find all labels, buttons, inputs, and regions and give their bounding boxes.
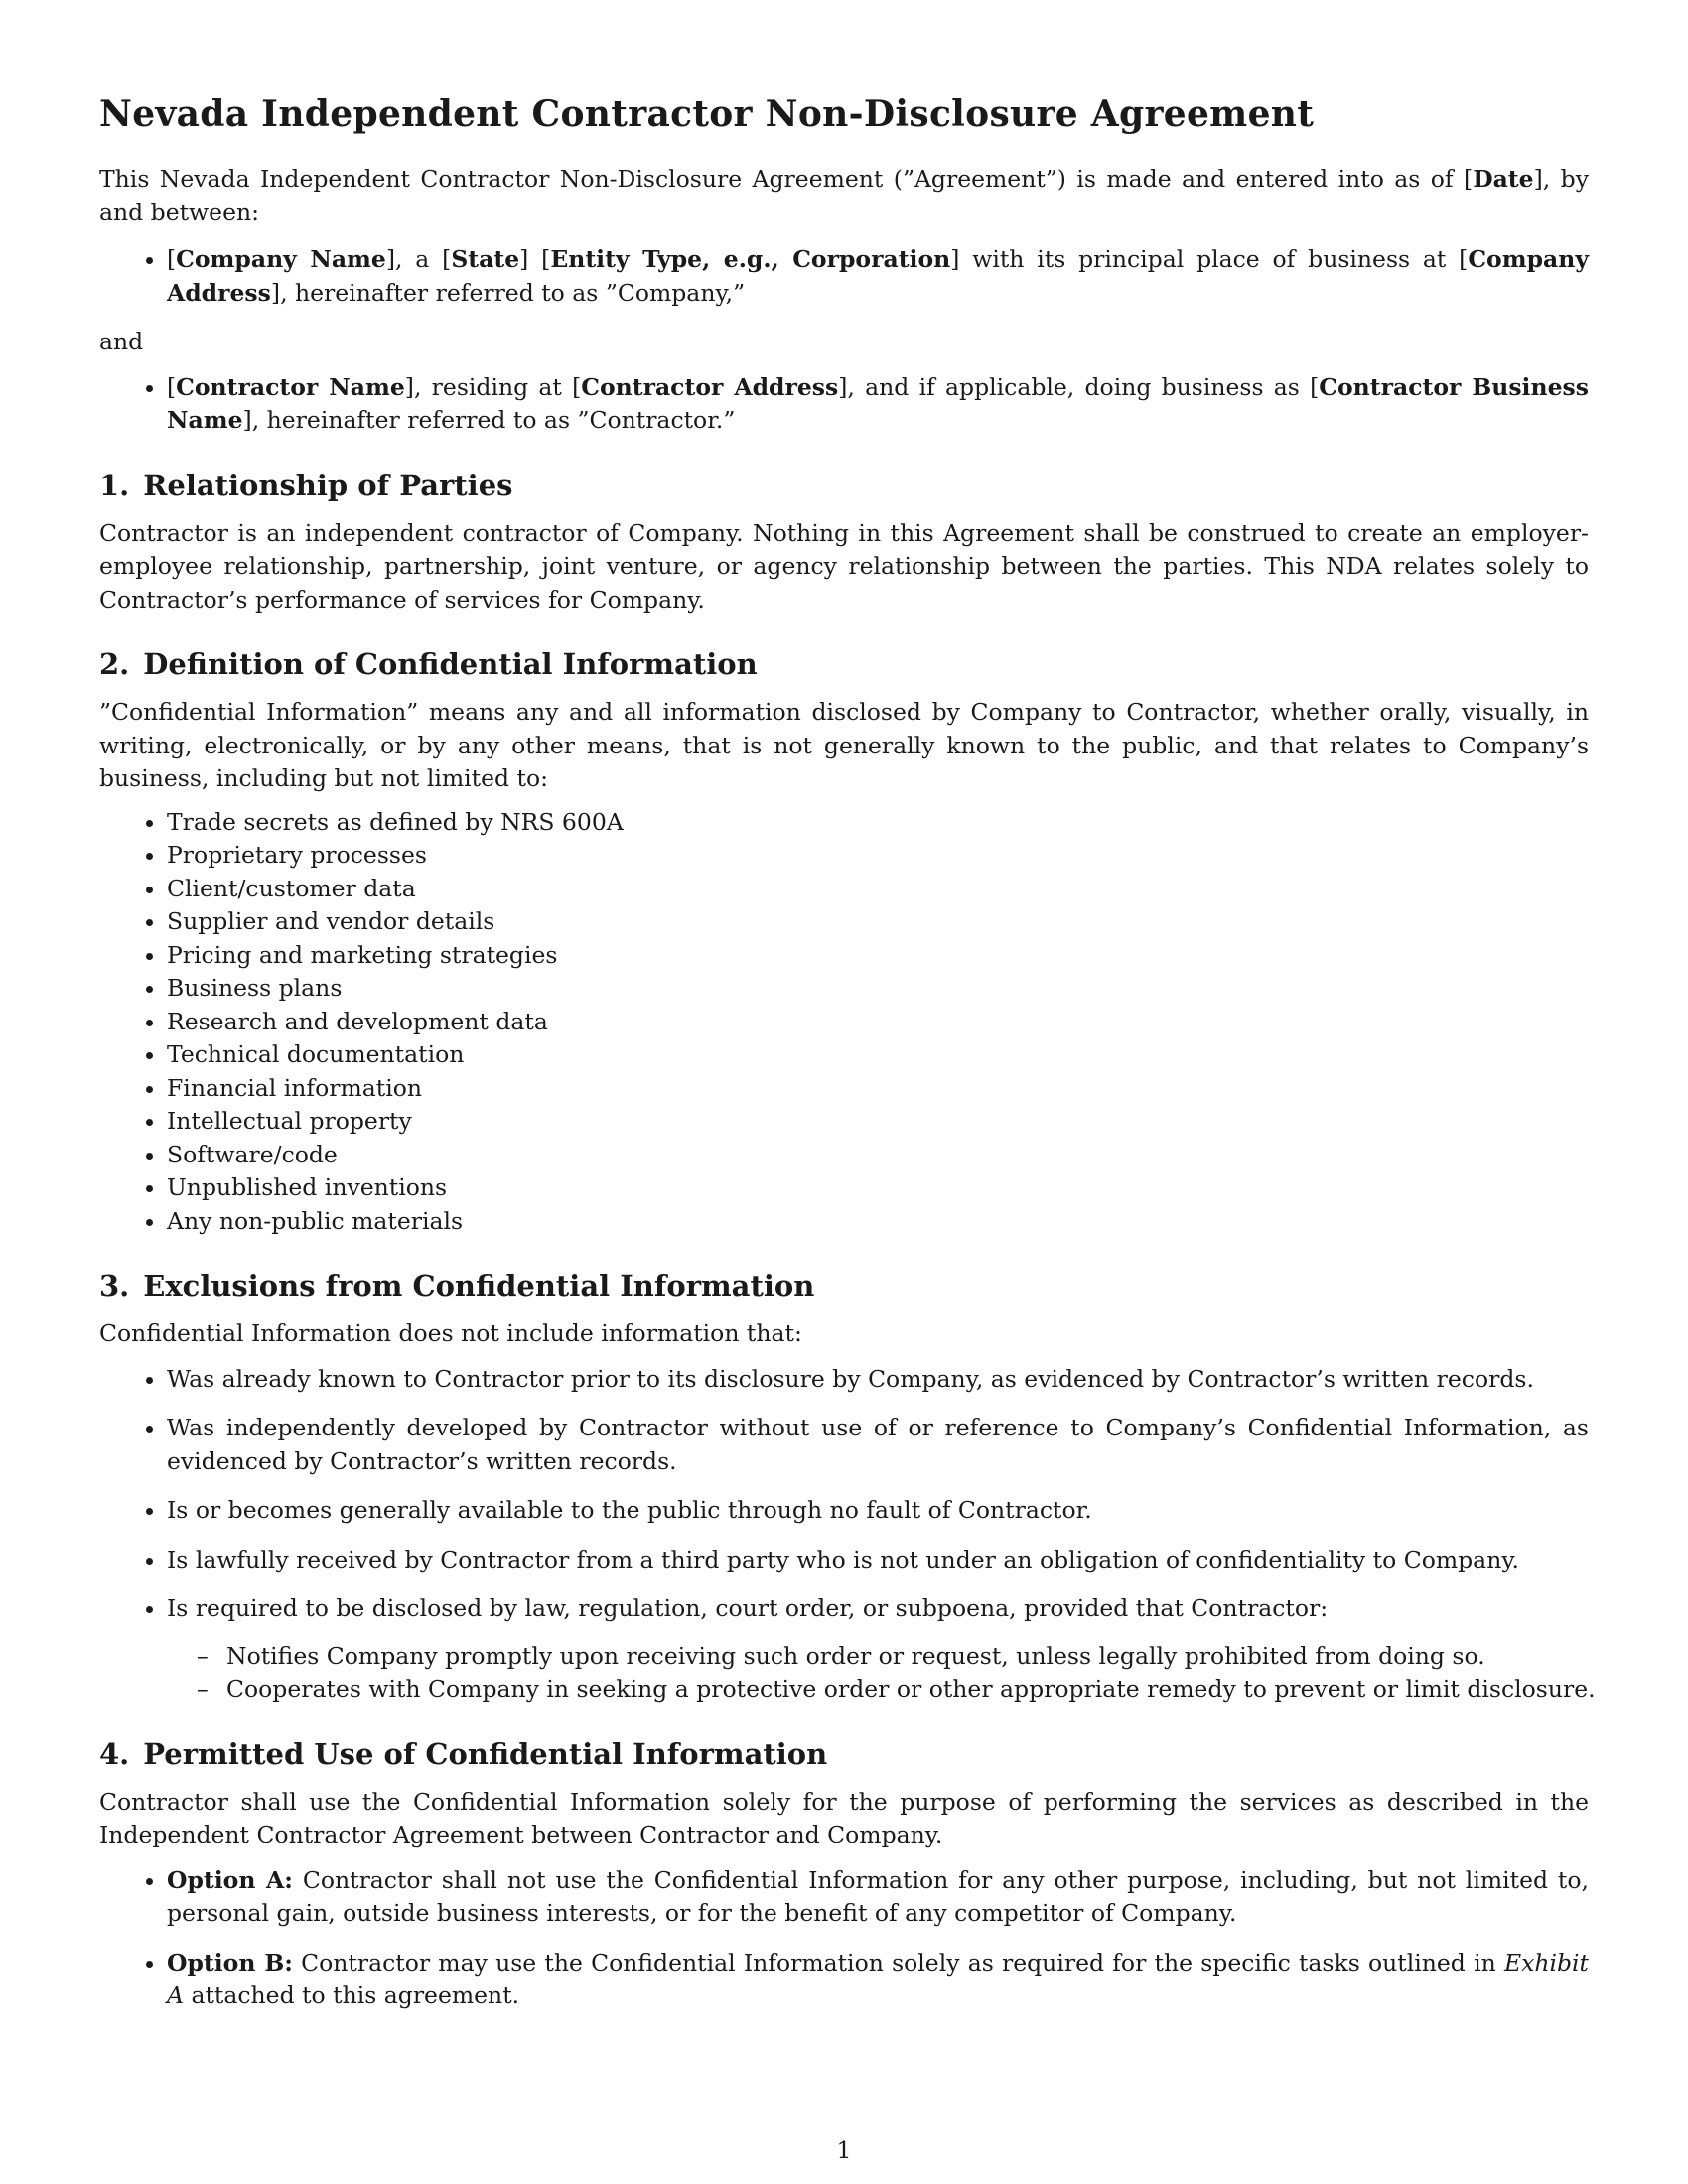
confidential-info-list	[99, 806, 1589, 1239]
option-b-text: Contractor may use the Confidential Information solely as required for the specific tasks outlined in	[292, 1948, 1504, 1977]
section-4-heading	[99, 1734, 1589, 1774]
list-item: • Pricing and marketing strategies	[167, 939, 1589, 973]
list-item	[197, 1640, 1589, 1674]
page-number: 1	[836, 2136, 852, 2164]
permitted-use-options-list	[99, 1864, 1589, 2013]
section-1-heading	[99, 466, 1589, 505]
option-a-item	[167, 1864, 1589, 1931]
option-b-end-text: attached to this agreement.	[183, 1981, 520, 2009]
contractor-text-dba: , and if applicable, doing business as	[847, 372, 1311, 401]
list-item	[197, 1673, 1596, 1706]
contractor-text-end: , hereinafter referred to as ”Contractor.”	[251, 406, 736, 434]
list-item: • Proprietary processes	[167, 839, 1589, 873]
section-2-heading	[99, 644, 1589, 684]
list-item: • Any non-public materials	[167, 1205, 1589, 1239]
section-2-body: ”Confidential Information” means any and all information disclosed by Company to Contractor, whether orally, visually, in writing, electronically, or by any other means, that is not generally known to the public, and that relates to Company’s business, including but not limited to:	[99, 698, 1589, 792]
section-1-number: 1.	[99, 468, 130, 502]
intro-text-1: This Nevada Independent Contractor Non-Disclosure Agreement (”Agreement”) is made and entered into as of	[99, 165, 1465, 193]
contractor-party-list	[99, 371, 1589, 438]
sub-item-text: Notifies Company promptly upon receiving such order or request, unless legally prohibited from doing so.	[226, 1641, 1485, 1670]
company-party-item: • [Company Name], a [State] [Entity Type, e.g., Corporation] with its principal place of business at [Company Address], hereinafter referred to as ”Company,”	[167, 243, 1589, 310]
section-3-number: 3.	[99, 1269, 130, 1302]
option-a-text: Contractor shall not use the Confidential Information for any other purpose, including, but not limited to, personal gain, outside business interests, or for the benefit of any competitor of Company.	[167, 1865, 1589, 1927]
sub-item-text: Cooperates with Company in seeking a protective order or other appropriate remedy to prevent or limit disclosure.	[226, 1675, 1596, 1703]
exclusions-list	[99, 1363, 1596, 1706]
list-item: • Client/customer data	[167, 873, 1589, 906]
company-name-placeholder: Company Name	[176, 245, 386, 273]
intro-text-2: , by and between:	[99, 165, 1589, 226]
list-item: • Business plans	[167, 972, 1589, 1006]
document-title: Nevada Independent Contractor Non-Disclosure Agreement	[99, 93, 1315, 135]
section-1-title: Relationship of Parties	[143, 468, 513, 502]
list-item: • Was already known to Contractor prior to its disclosure by Company, as evidenced by Contractor’s written records.	[167, 1363, 1589, 1397]
contractor-address-placeholder: Contractor Address	[581, 372, 839, 401]
section-4-title: Permitted Use of Confidential Information	[143, 1736, 828, 1771]
section-4-body: Contractor shall use the Confidential Information solely for the purpose of performing the services as described in the Independent Contractor Agreement between Contractor and Company.	[99, 1787, 1589, 1848]
option-a-label: Option A:	[167, 1865, 293, 1894]
company-address-placeholder: Company Address	[167, 245, 1589, 307]
section-3-body: Confidential Information does not include information that:	[99, 1319, 802, 1347]
section-2-number: 2.	[99, 647, 130, 681]
exhibit-a-reference: Exhibit A	[167, 1948, 1589, 2009]
contractor-name-placeholder: Contractor Name	[176, 372, 405, 401]
section-3-heading	[99, 1266, 1589, 1305]
company-text-principal: with its principal place of business at	[959, 245, 1460, 273]
list-item: • Unpublished inventions	[167, 1171, 1589, 1205]
intro-paragraph: This Nevada Independent Contractor Non-Disclosure Agreement (”Agreement”) is made and entered into as of [Date], by and between:	[99, 165, 1589, 226]
list-item: • Trade secrets as defined by NRS 600A	[167, 806, 1589, 840]
list-item: • Supplier and vendor details	[167, 905, 1589, 939]
dash-bullet: –	[197, 1641, 209, 1670]
list-item: • Research and development data	[167, 1006, 1589, 1039]
entity-type-placeholder: Entity Type, e.g., Corporation	[550, 245, 951, 273]
company-text-end: , hereinafter referred to as ”Company,”	[280, 278, 746, 307]
contractor-business-placeholder: Contractor Business Name	[167, 372, 1589, 434]
option-b-label: Option B:	[167, 1948, 293, 1977]
list-item: • Is lawfully received by Contractor from a third party who is not under an obligation of confidentiality to Company.	[167, 1544, 1589, 1577]
state-placeholder: State	[451, 245, 520, 273]
option-b-item	[167, 1947, 1589, 2013]
document-body	[99, 91, 1596, 2029]
contractor-party-item: • [Contractor Name], residing at [Contractor Address], and if applicable, doing business as [Contractor Business Name], hereinafter referred to as ”Contractor.”	[167, 371, 1589, 438]
list-item: • Was independently developed by Contractor without use of or reference to Company’s Confidential Information, as evidenced by Contractor’s written records.	[167, 1412, 1589, 1478]
and-separator: and	[99, 328, 144, 355]
list-item	[167, 1592, 1596, 1706]
date-placeholder: Date	[1473, 165, 1534, 193]
company-party-list	[99, 243, 1589, 310]
disclosure-conditions-list	[167, 1640, 1596, 1706]
list-item: • Technical documentation	[167, 1038, 1589, 1072]
list-item: • Intellectual property	[167, 1105, 1589, 1139]
list-item: • Financial information	[167, 1072, 1589, 1106]
section-1-body: Contractor is an independent contractor of Company. Nothing in this Agreement shall be construed to create an employer-employee relationship, partnership, joint venture, or agency relationship between the parties. This NDA relates solely to Contractor’s performance of services for Company.	[99, 518, 1589, 614]
contractor-text-residing: , residing at	[413, 372, 573, 401]
section-4-number: 4.	[99, 1736, 130, 1771]
list-item: • Software/code	[167, 1139, 1589, 1172]
company-text-a: , a	[395, 245, 443, 273]
dash-bullet: –	[197, 1675, 209, 1703]
disclosure-required-text: Is required to be disclosed by law, regulation, court order, or subpoena, provided that Contractor:	[167, 1594, 1329, 1622]
section-3-title: Exclusions from Confidential Information	[143, 1269, 815, 1302]
section-2-title: Definition of Confidential Information	[143, 647, 758, 681]
list-item: • Is or becomes generally available to the public through no fault of Contractor.	[167, 1494, 1589, 1528]
